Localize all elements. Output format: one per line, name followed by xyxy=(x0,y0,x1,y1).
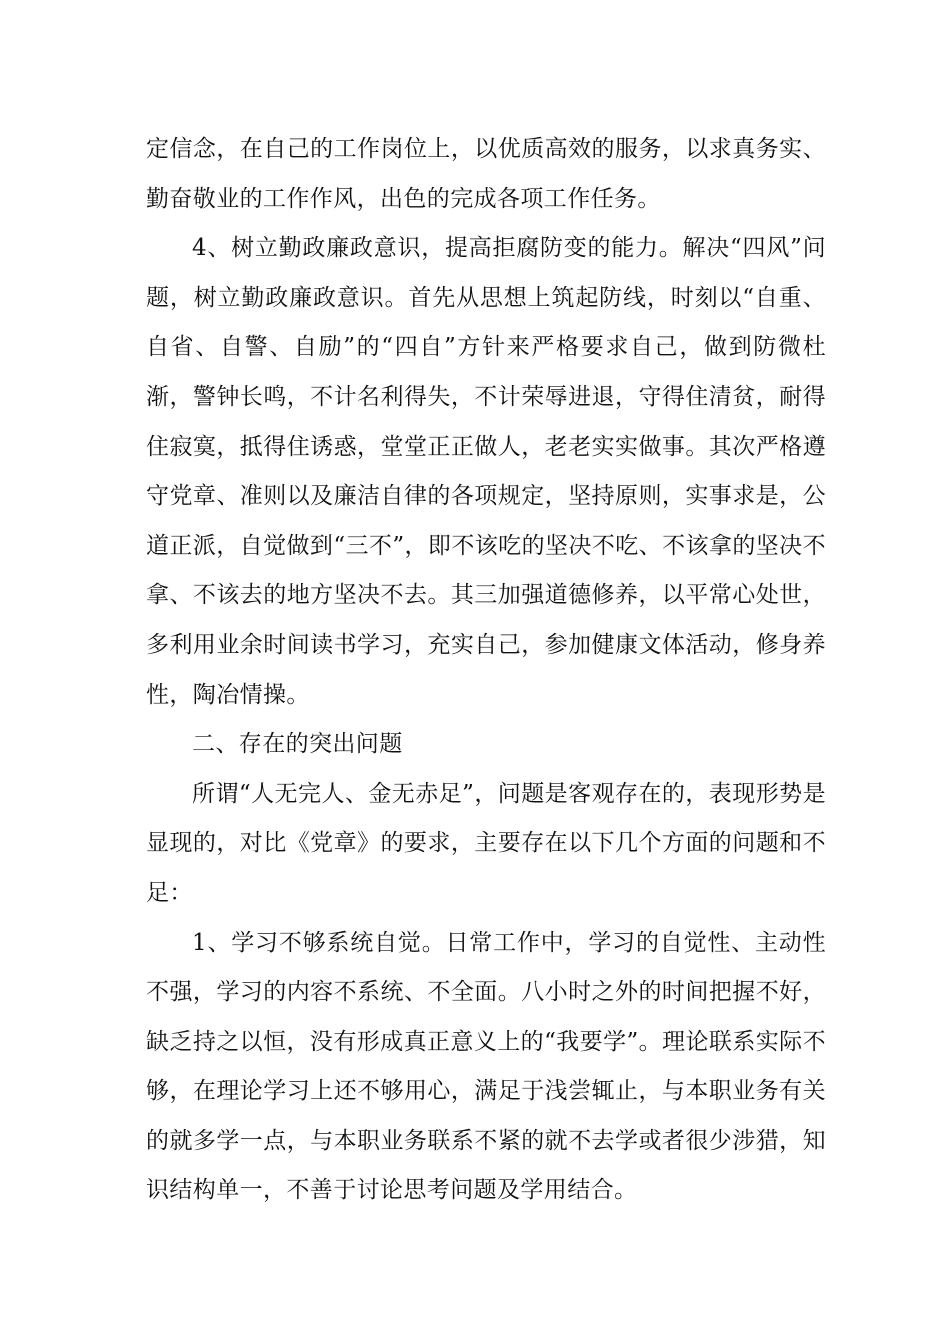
paragraph-intro-problems: 所谓“人无完人、金无赤足”，问题是客观存在的，表现形势是显现的，对比《党章》的要求，主要存在以下几个方面的问题和不足： xyxy=(146,780,826,906)
paragraph-item-4: 4、树立勤政廉政意识，提高拒腐防变的能力。解决“四风”问题，树立勤政廉政意识。首先从思想上筑起防线，时刻以“自重、自省、自警、自励”的“四自”方针来严格要求自己，做到防微杜渐，警钟长鸣，不计名利得失，不计荣辱进退，守得住清贫，耐得住寂寞，抵得住诱惑，堂堂正正做人，老老实实做事。其次严格遵守党章、准则以及廉洁自律的各项规定，坚持原则，实事求是，公道正派，自觉做到“三不”，即不该吃的坚决不吃、不该拿的坚决不拿、不该去的地方坚决不去。其三加强道德修养，以平常心处世，多利用业余时间读书学习，充实自己，参加健康文体活动，修身养性，陶冶情操。 xyxy=(146,235,826,708)
section-heading-2: 二、存在的突出问题 xyxy=(192,731,403,758)
document-body xyxy=(146,125,826,1216)
paragraph-problem-1: 1、学习不够系统自觉。日常工作中，学习的自觉性、主动性不强，学习的内容不系统、不全面。八小时之外的时间把握不好，缺乏持之以恒，没有形成真正意义上的“我要学”。理论联系实际不够，在理论学习上还不够用心，满足于浅尝辄止，与本职业务有关的就多学一点，与本职业务联系不紧的就不去学或者很少涉猎，知识结构单一，不善于讨论思考问题及学用结合。 xyxy=(146,929,826,1204)
paragraph-continuation: 定信念，在自己的工作岗位上，以优质高效的服务，以求真务实、勤奋敬业的工作作风，出色的完成各项工作任务。 xyxy=(146,136,826,212)
